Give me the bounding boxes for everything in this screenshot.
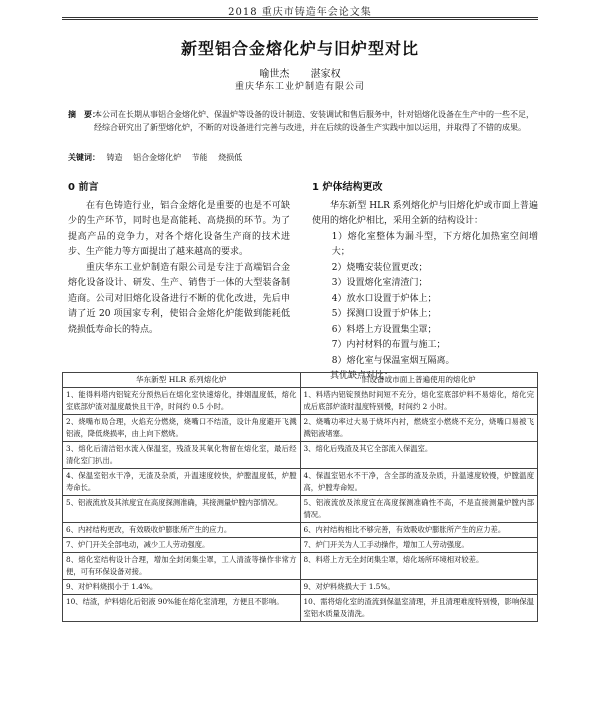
table-cell: 2、烧嘴布局合理，火焰充分燃烧，烧嘴口不结渣，设计角度避开飞溅铝液，降低烧损率，由上向下燃烧。 [63,415,301,442]
table-cell: 5、铝液流放及浓度宜在高度探测准确性不高，不是直接测量炉膛内部情况。 [300,496,538,523]
table-cell: 9、对炉料烧损大于 1.5%。 [300,580,538,595]
right-column [312,180,538,385]
left-column [68,180,290,338]
table-row [63,523,538,538]
comparison-table [62,372,538,622]
paper-title: 新型铝合金熔化炉与旧炉型对比 [180,39,419,58]
table-cell: 4、保温室铝水干净，无渣及杂质，升温速度较快，炉膛温度低，炉膛寿命长。 [63,469,301,496]
list-item: 2）烧嘴安装位置更改； [331,262,428,273]
paragraph: 华东新型 HLR 系列熔化炉与旧熔化炉或市面上普遍使用的熔化炉相比，采用全新的结构设计： [312,200,538,226]
table-row [63,469,538,496]
table-cell: 4、保温室铝水不干净，含全部的渣及杂质，升温速度较慢，炉膛温度高，炉膛寿命短。 [300,469,538,496]
table-header: 旧设备或市面上普遍使用的熔化炉 [300,373,538,388]
table-cell: 1、料塔内铝锭预热时间短不充分，熔化室底部炉料不易熔化，熔化完成后底部炉渣时温度特别慢，时间约 2 小时。 [300,388,538,415]
table-cell: 2、烧嘴功率过大易于烧坏内衬，燃烧室小燃烧不充分，烧嘴口易被飞溅铝液堵塞。 [300,415,538,442]
author-name: 湛家权 [310,69,341,80]
table-row [63,496,538,523]
list-item: 5）探测口设置于炉体上； [331,309,437,319]
table-cell: 7、炉门开关全部电动，减少工人劳动强度。 [63,538,301,553]
table-row [63,553,538,580]
table-header: 华东新型 HLR 系列熔化炉 [63,373,301,388]
section-heading-structure: 1 炉体结构更改 [312,182,383,193]
list-item: 7）内衬材料的布置与施工； [331,340,446,350]
table-row [63,580,538,595]
section-heading-intro: 0 前言 [68,182,99,193]
table-cell: 10、需将熔化室的渣流到保温室清理，并且清理难度特别慢，影响保温室铝水质量及清洗。 [300,595,538,622]
table-row [63,388,538,415]
table-cell: 8、料塔上方无全封闭集尘罩，熔化场所环境相对较差。 [300,553,538,580]
list-item: 6）料塔上方设置集尘罩； [331,324,437,335]
table-cell: 3、熔化后残渣及其它全部流入保温室。 [300,442,538,469]
abstract-label: 摘 要： [68,109,100,119]
keyword: 铝合金熔化炉 [133,153,182,162]
keywords [68,152,534,163]
table-row [63,538,538,553]
author-name: 喻世杰 [259,69,290,80]
header-rule-double [62,19,538,20]
table-row [63,415,538,442]
list-item: 3）设置熔化室清渣门； [331,278,428,288]
paragraph: 重庆华东工业炉制造有限公司是专注于高端铝合金熔化设备设计、研发、生产、销售于一体的大型装备制造商。公司对旧熔化设备进行不断的优化改进，先后申请了近 20 项国家专利，使铝合金熔化炉能做到能耗低烧损低寿命长的特点。 [68,262,290,335]
table-cell: 6、内衬结构相比不够完善，有效吸收炉膨胀所产生的应力差。 [300,523,538,538]
keyword: 节能 [191,153,208,162]
paragraph: 其优缺点对比： [330,371,394,381]
list-item: 8）熔化室与保温室烟互隔离。 [331,355,455,366]
paragraph: 在有色铸造行业，铝合金熔化是重要的也是不可缺少的生产环节，同时也是高能耗、高烧损的环节。为了提高产品的竞争力，对各个熔化设备生产商的技术进步、生产能力等方面提出了越来越高的要求。 [68,200,290,257]
table-row [63,442,538,469]
list-item: 1）熔化室整体为漏斗型，下方熔化加热室空间增大； [331,231,538,257]
affiliation: 重庆华东工业炉制造有限公司 [234,82,365,92]
table-cell: 7、炉门开关为人工手动操作，增加工人劳动强度。 [300,538,538,553]
keyword: 铸造 [106,153,123,162]
table-cell: 3、熔化后清洁铝水流入保温室，残渣及其氧化物留在熔化室，最后经清化室门扒出。 [63,442,301,469]
authors [0,65,600,80]
abstract [68,108,534,134]
table-cell: 1、能得料塔内铝锭充分预热后在熔化室快速熔化，排烟温度低，熔化室底部炉渣对温度最快且干净，时间约 0.5 小时。 [63,388,301,415]
table-cell: 6、内衬结构更改，有效吸收炉膨胀所产生的应力。 [63,523,301,538]
keyword: 烧损低 [218,153,243,162]
table-cell: 9、对炉料烧损小于 1.4%。 [63,580,301,595]
table-header-row [63,373,538,388]
table-cell: 10、结渣，炉料熔化后铝液 90%能在熔化室清理，方便且不影响。 [63,595,301,622]
table-cell: 5、铝液流放及其浓度宜在高度探测准确，其接测量炉膛内部情况。 [63,496,301,523]
abstract-text: 本公司在长期从事铝合金熔化炉、保温炉等设备的设计制造、安装调试和售后服务中，针对铝熔化设备在生产中的一些不足，经综合研究出了新型熔化炉，不断的对设备进行完善与改进，并在后续的设备生产实践中加以运用，并取得了不错的成果。 [94,110,534,132]
change-list [312,230,538,370]
keywords-label: 关键词： [68,152,100,162]
header-rule [62,17,538,18]
list-item: 4）放水口设置于炉体上； [331,293,437,304]
running-head: 2018 重庆市铸造年会论文集 [228,7,372,18]
table-row [63,595,538,622]
table-cell: 8、熔化室结构设计合理，增加全封闭集尘罩，工人清渣等操作非常方便，可有环保设备对接。 [63,553,301,580]
